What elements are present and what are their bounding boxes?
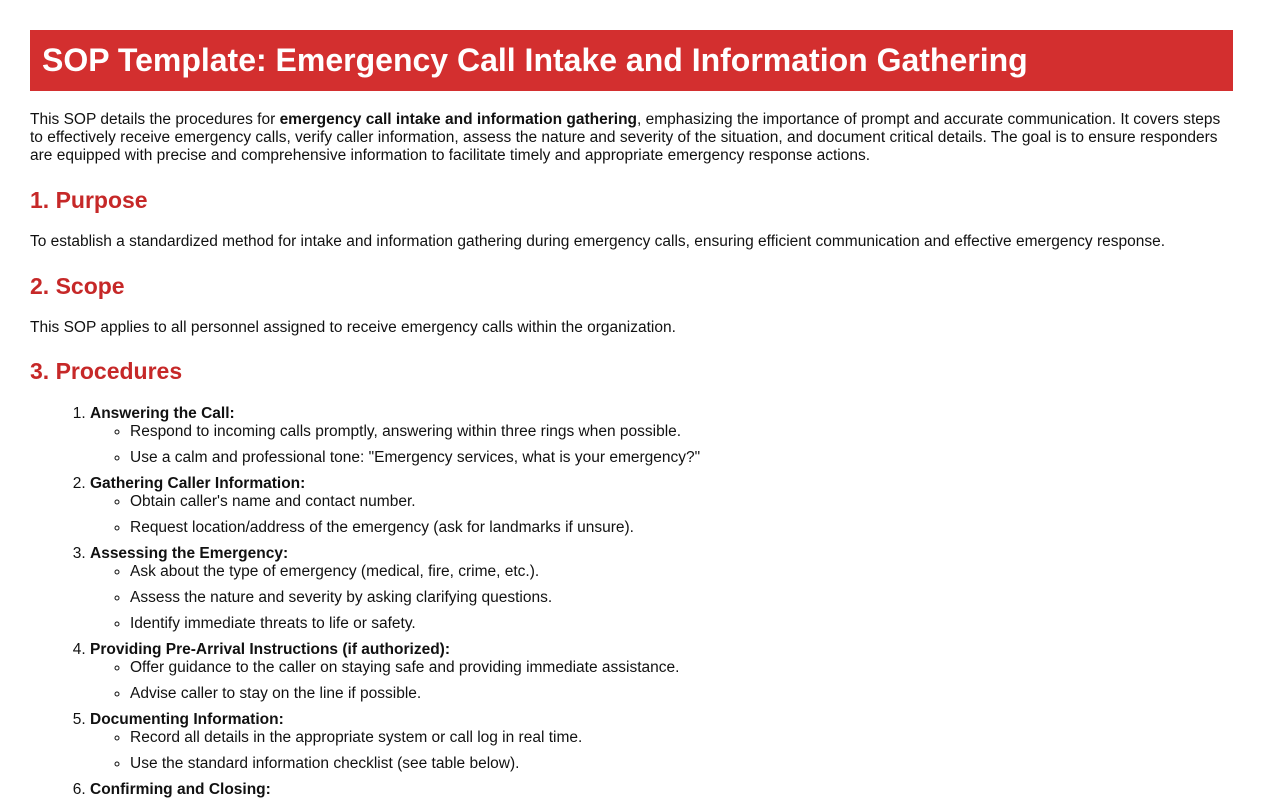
intro-paragraph (30, 111, 1233, 165)
procedure-step (90, 641, 1263, 703)
intro-lead: This SOP details the procedures for (30, 111, 280, 128)
substep-list (90, 659, 1263, 703)
step-title: Documenting Information: (90, 711, 284, 728)
scope-text: This SOP applies to all personnel assigned to receive emergency calls within the organization. (30, 319, 676, 336)
substep-item: ◦ Respond to incoming calls promptly, answering within three rings when possible. (130, 423, 1263, 441)
substep-item: ◦ Offer guidance to the caller on staying safe and providing immediate assistance. (130, 659, 1263, 677)
purpose-heading: 1. Purpose (30, 187, 148, 213)
purpose-text: To establish a standardized method for intake and information gathering during emergency calls, ensuring efficient communication and effective emergency response. (30, 233, 1166, 250)
substep-list (90, 563, 1263, 633)
substep-item: ◦ Use the standard information checklist (see table below). (130, 755, 1263, 773)
scope-heading: 2. Scope (30, 273, 125, 299)
substep-item: ◦ Request location/address of the emergency (ask for landmarks if unsure). (130, 519, 1263, 537)
substep-item: ◦ Use a calm and professional tone: "Emergency services, what is your emergency?" (130, 449, 1263, 467)
substep-item: ◦ Obtain caller's name and contact number. (130, 493, 1263, 511)
procedure-step (90, 475, 1263, 537)
procedure-step (90, 711, 1263, 773)
step-title: Gathering Caller Information: (90, 475, 306, 492)
substep-list (90, 493, 1263, 537)
intro-emphasis: emergency call intake and information gathering (279, 111, 638, 128)
step-title: Confirming and Closing: (90, 781, 271, 798)
substep-item: ◦ Assess the nature and severity by asking clarifying questions. (130, 589, 1263, 607)
substep-item: ◦ Identify immediate threats to life or safety. (130, 615, 1263, 633)
procedure-step (90, 781, 1263, 799)
procedures-heading: 3. Procedures (30, 358, 183, 384)
substep-item: ◦ Advise caller to stay on the line if possible. (130, 685, 1263, 703)
step-title: Assessing the Emergency: (90, 545, 289, 562)
substep-item: ◦ Record all details in the appropriate system or call log in real time. (130, 729, 1263, 747)
substep-list (90, 423, 1263, 467)
procedure-step (90, 545, 1263, 633)
substep-list (90, 729, 1263, 773)
page-title: SOP Template: Emergency Call Intake and Information Gathering (42, 42, 1028, 78)
title-banner (30, 30, 1233, 91)
procedure-step (90, 405, 1263, 467)
step-title: Providing Pre-Arrival Instructions (if authorized): (90, 641, 450, 658)
step-title: Answering the Call: (90, 405, 235, 422)
substep-item: ◦ Ask about the type of emergency (medical, fire, crime, etc.). (130, 563, 1263, 581)
intro-rest: , emphasizing the importance of prompt and accurate communication. It covers steps to effectively receive emergency calls, verify caller information, assess the nature and severity of the situation, and document critical details. The goal is to ensure responders are equipped with precise and comprehensive information to facilitate timely and appropriate emergency response actions. (30, 111, 1221, 164)
procedure-steps-list (30, 405, 1263, 801)
